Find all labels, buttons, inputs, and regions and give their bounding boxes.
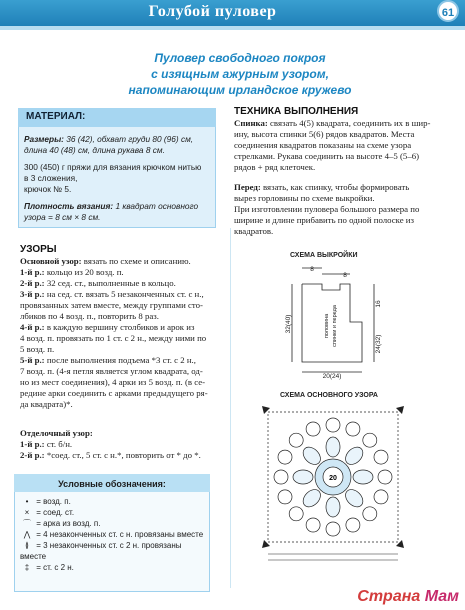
subtitle-line-3: напоминающим ирландское кружево: [128, 83, 352, 97]
patterns-heading: УЗОРЫ: [20, 244, 57, 255]
row-text: кольцо из 20 возд. п.: [44, 267, 124, 277]
row-text: провязанных затем вместе, между группами сто-: [20, 300, 203, 310]
row-text: 32 сед. ст., выполненные в кольцо.: [44, 278, 176, 288]
corner-arrow: [262, 406, 270, 414]
motif-petal: [293, 470, 313, 484]
row-text: да квадрата)*.: [20, 399, 73, 409]
motif-arch: [274, 470, 288, 484]
technique-front: [234, 182, 458, 237]
motif-arch: [306, 422, 320, 436]
row-text: 7 возд. п. (4-я петля является углом квадрата, од-: [20, 366, 203, 376]
subtitle: [90, 50, 390, 98]
row-text: 4 возд. п. провязать по 1 ст. с 2 н., между ними по: [20, 333, 207, 343]
motif-arch: [378, 470, 392, 484]
page-title: Голубой пуловер: [148, 3, 277, 20]
material-heading: МАТЕРИАЛ:: [26, 111, 86, 122]
motif-diagram: [258, 402, 408, 572]
front-line: При изготовлении пуловера большого размера по: [234, 204, 420, 214]
material-heading-bar: [18, 108, 216, 127]
gauge-line-1: 1 квадрат основного: [113, 201, 199, 211]
legend-symbol: ‡: [24, 563, 30, 572]
motif-petal: [326, 437, 340, 457]
garment-label-2: спинки и переда: [332, 305, 338, 347]
legend-text: = 3 незаконченных ст. с 2 н. провязаны вместе: [20, 541, 182, 561]
motif-petal: [326, 497, 340, 517]
row-text: ст. б/н.: [44, 439, 73, 449]
legend-item: [20, 507, 208, 518]
yarn-line-2: в 3 сложения,: [24, 173, 78, 183]
garment-label-1: половина: [324, 313, 330, 339]
row-text: после выполнения подъема *3 ст. с 2 н.,: [44, 355, 196, 365]
legend-text: = 4 незаконченных ст. с н. провязаны вместе: [36, 530, 204, 539]
material-content: [24, 134, 212, 223]
legend-text: = соед. ст.: [36, 508, 75, 517]
main-pattern-text: вязать по схеме и описанию.: [81, 256, 191, 266]
finishing-pattern: [20, 428, 220, 461]
row-label: 3-й р.:: [20, 289, 45, 299]
legend-symbol: •: [25, 497, 29, 506]
back-label: Спинка:: [234, 118, 268, 128]
legend-list: [20, 496, 208, 573]
legend-item: [20, 529, 208, 540]
front-line: квадратов.: [234, 226, 274, 236]
legend-symbol: ⋀: [23, 530, 31, 539]
subtitle-line-1: Пуловер свободного покроя: [154, 51, 326, 65]
subtitle-line-2: с изящным ажурным узором,: [151, 67, 329, 81]
row-label: 2-й р.:: [20, 450, 45, 460]
back-line: соединения квадратов показаны на схеме узора: [234, 140, 412, 150]
header-band: [0, 0, 465, 26]
motif-arch: [363, 433, 377, 447]
finishing-strip: [268, 554, 398, 560]
row-text: но из мест соединения), 4 арки из 5 возд. п. (в се-: [20, 377, 206, 387]
dim-top-left: 8: [310, 266, 314, 273]
legend-text: = арка из возд. п.: [36, 519, 101, 528]
watermark-part-1: Страна: [357, 588, 425, 605]
front-line: ширине и длине прибавить по одной полоске из: [234, 215, 414, 225]
gauge-line-2: узора = 8 см × 8 см.: [24, 212, 101, 222]
motif-arch: [346, 518, 360, 532]
watermark-part-2: Мам: [424, 588, 459, 605]
corner-arrow: [396, 406, 404, 414]
row-label: 4-й р.:: [20, 322, 45, 332]
front-line: вязать, как спинку, чтобы формировать: [260, 182, 410, 192]
row-text: *соед. ст., 5 ст. с н.*, повторить от * до *.: [44, 450, 201, 460]
back-line: рядов + ряд клеточек.: [234, 162, 316, 172]
motif-diagram-title: СХЕМА ОСНОВНОГО УЗОРА: [280, 392, 378, 399]
dim-side-right: 16: [375, 300, 382, 308]
motif-petal: [353, 470, 373, 484]
legend-item: [20, 496, 208, 507]
row-label: 1-й р.:: [20, 439, 45, 449]
motif-arch: [289, 433, 303, 447]
row-text: в каждую вершину столбиков и арок из: [44, 322, 195, 332]
motif-arch: [278, 450, 292, 464]
garment-diagram-title: СХЕМА ВЫКРОЙКИ: [290, 252, 358, 259]
dim-bottom: 20(24): [322, 373, 342, 380]
motif-arch: [326, 418, 340, 432]
motif-center-number: 20: [329, 475, 337, 482]
row-text: 5 возд. п.: [20, 344, 55, 354]
watermark-logo: [357, 588, 459, 606]
front-line: вырез горловины по схеме выкройки.: [234, 193, 375, 203]
row-label: 2-й р.:: [20, 278, 45, 288]
corner-arrow: [396, 540, 404, 548]
garment-diagram: [282, 262, 392, 380]
legend-text: = возд. п.: [36, 497, 71, 506]
motif-arch: [306, 518, 320, 532]
patterns-main: [20, 256, 220, 410]
dim-side-right-2: 24(32): [375, 334, 382, 354]
legend-symbol: ≬: [25, 541, 29, 550]
dim-side-left: 32(40): [285, 314, 292, 334]
motif-arch: [326, 522, 340, 536]
technique-back: [234, 118, 458, 173]
technique-heading: ТЕХНИКА ВЫПОЛНЕНИЯ: [234, 106, 359, 117]
legend-symbol: ⌒: [23, 519, 31, 528]
column-divider: [230, 228, 231, 588]
back-line: стрелками. Рукава соединить на высоте 4–5 (5–6): [234, 151, 420, 161]
motif-arch: [278, 490, 292, 504]
front-label: Перед:: [234, 182, 261, 192]
legend-heading: Условные обозначения:: [58, 479, 166, 489]
legend-item: [20, 518, 208, 529]
page-number: 61: [437, 0, 459, 22]
legend-symbol: ×: [24, 508, 30, 517]
row-text: лбиков по 4 возд. п., повторить 8 раз.: [20, 311, 159, 321]
sizes-line-2: длина 40 (48) см, длина рукава 8 см.: [24, 145, 165, 155]
motif-arch: [289, 507, 303, 521]
header-strip: [0, 26, 465, 30]
corner-arrow: [262, 540, 270, 548]
row-label: 1-й р.:: [20, 267, 45, 277]
legend-heading-bar: [14, 474, 210, 492]
motif-arch: [374, 490, 388, 504]
motif-arch: [346, 422, 360, 436]
yarn-line-1: 300 (450) г пряжи для вязания крючком нитью: [24, 162, 202, 172]
row-text: редине арки соединить с арками предыдущего ря-: [20, 388, 208, 398]
legend-item: [20, 562, 208, 573]
row-label: 5-й р.:: [20, 355, 45, 365]
gauge-label: Плотность вязания:: [24, 201, 114, 211]
dim-top-right: 8: [343, 272, 347, 279]
legend-item: [20, 540, 208, 562]
back-line: связать 4(5) квадрата, соединить их в шир-: [267, 118, 431, 128]
main-pattern-label: Основной узор:: [20, 256, 82, 266]
sizes-label: Размеры:: [24, 134, 64, 144]
motif-arch: [363, 507, 377, 521]
sizes-line-1: 36 (42), обхват груди 80 (96) см,: [63, 134, 194, 144]
row-text: на сед. ст. вязать 5 незаконченных ст. с н.,: [44, 289, 204, 299]
motif-arch: [374, 450, 388, 464]
back-line: ину, высота спинки 5(6) рядов квадратов. Места: [234, 129, 415, 139]
yarn-line-3: крючок № 5.: [24, 184, 72, 194]
legend-text: = ст. с 2 н.: [36, 563, 74, 572]
finishing-label: Отделочный узор:: [20, 428, 93, 438]
